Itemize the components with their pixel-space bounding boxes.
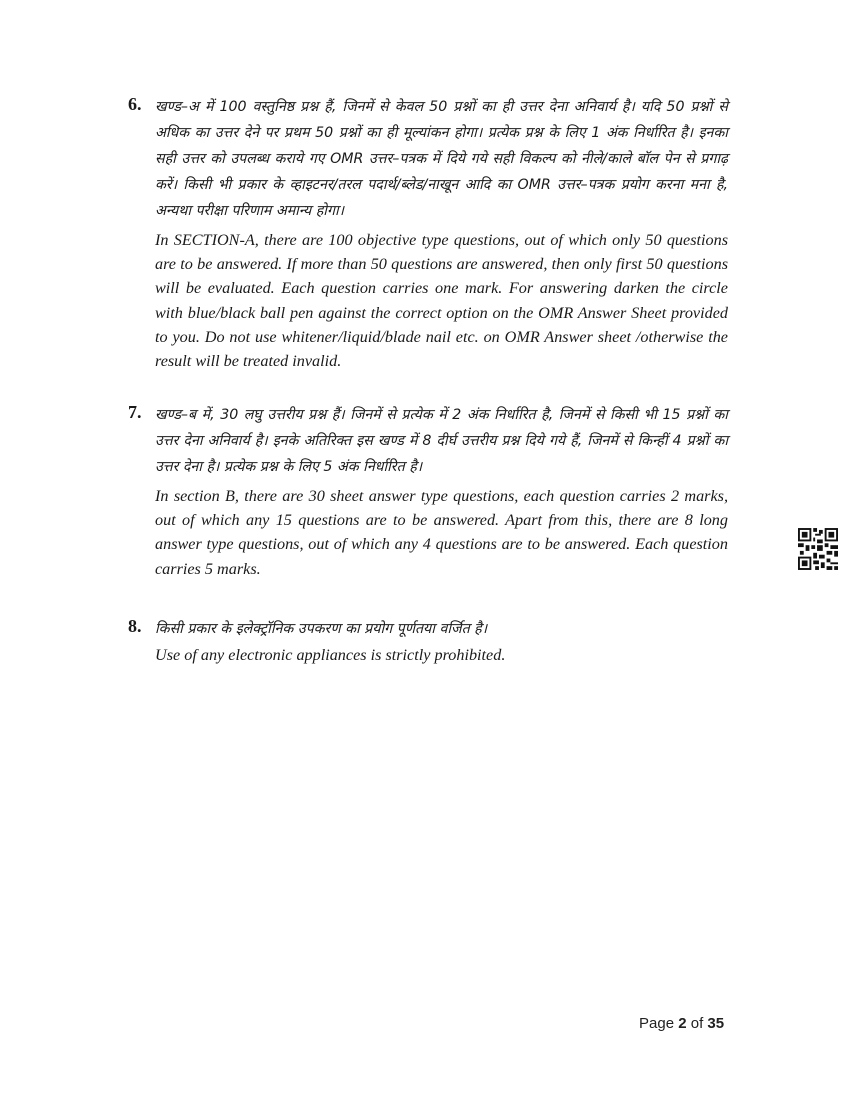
instruction-english-text: Use of any electronic appliances is strictly prohibited. <box>155 646 506 664</box>
instruction-hindi-text: किसी प्रकार के इलेक्ट्रॉनिक उपकरण का प्रयोग पूर्णतया वर्जित है। <box>155 621 488 637</box>
item-number: 8. <box>128 616 142 636</box>
instruction-item-7 <box>128 402 728 581</box>
page-number <box>639 1015 724 1032</box>
instruction-hindi-text: खण्ड–अ में 100 वस्तुनिष्ठ प्रश्न हैं, जिनमें से केवल 50 प्रश्नों का ही उत्तर देना अनिवार्य है। यदि 50 प्रश्नों से अधिक का उत्तर देने पर प्रथम 50 प्रश्नों का ही मूल्यांकन होगा। प्रत्येक प्रश्न के लिए 1 अंक निर्धारित है। इनका सही उत्तर को उपलब्ध कराये गए OMR उत्तर–पत्रक में दिये गये सही विकल्प को नीले/काले बॉल पेन से प्रगाढ़ करें। किसी भी प्रकार के व्हाइटनर/तरल पदार्थ/ब्लेड/नाखून आदि का OMR उत्तर–पत्रक प्रयोग करना मना है, अन्यथा परीक्षा परिणाम अमान्य होगा। <box>155 99 728 219</box>
instruction-english-text: In SECTION-A, there are 100 objective type questions, out of which only 50 questions are to be answered. If more than 50 questions are answered, then only first 50 questions will be evaluated. Each question carries one mark. For answering darken the circle with blue/black ball pen against the correct option on the OMR Answer Sheet provided to you. Do not use whitener/liquid/blade nail etc. on OMR Answer sheet /otherwise the result will be treated invalid. <box>155 231 728 371</box>
qr-code-icon <box>798 528 838 570</box>
instruction-english-text: In section B, there are 30 sheet answer type questions, each question carries 2 marks, out of which any 15 questions are to be answered. Apart from this, there are 8 long answer type questions, out of which any 4 questions are to be answered. Each question carries 5 marks. <box>155 487 728 578</box>
instruction-item-8 <box>128 616 728 668</box>
instruction-item-6 <box>128 94 728 373</box>
item-number: 7. <box>128 402 142 422</box>
page-current: 2 <box>678 1015 687 1032</box>
page-label: Page <box>639 1015 675 1032</box>
page-of: of <box>690 1015 704 1032</box>
instruction-hindi-text: खण्ड–ब में, 30 लघु उत्तरीय प्रश्न हैं। जिनमें से प्रत्येक में 2 अंक निर्धारित है, जिनमें से किसी भी 15 प्रश्नों का उत्तर देना अनिवार्य है। इनके अतिरिक्त इस खण्ड में 8 दीर्घ उत्तरीय प्रश्न दिये गये हैं, जिनमें से किन्हीं 4 प्रश्नों का उत्तर देना है। प्रत्येक प्रश्न के लिए 5 अंक निर्धारित है। <box>155 407 728 475</box>
item-number: 6. <box>128 94 142 114</box>
page-total: 35 <box>707 1015 725 1032</box>
